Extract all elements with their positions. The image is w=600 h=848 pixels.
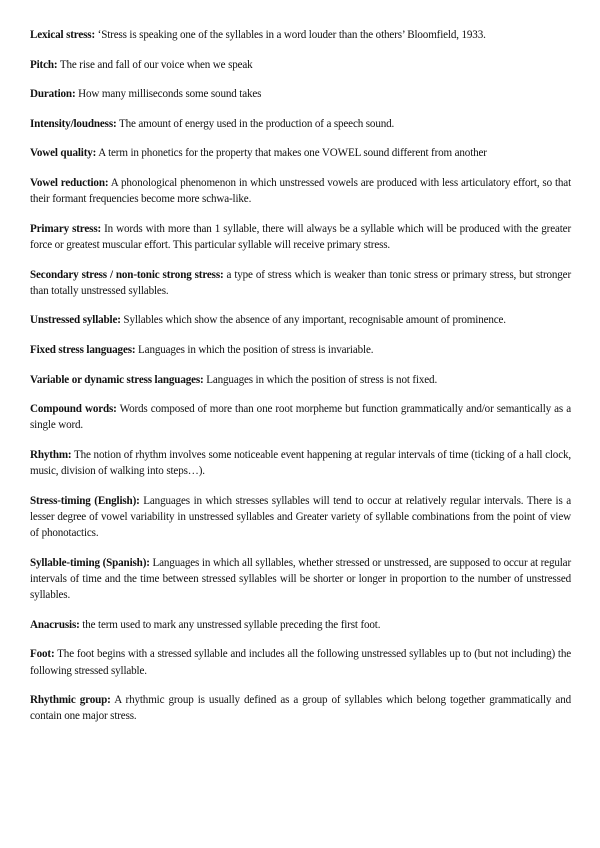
entry-duration — [30, 86, 571, 102]
definition-text: The amount of energy used in the production of a speech sound. — [116, 117, 395, 130]
term-label: Variable or dynamic stress languages: — [30, 373, 204, 386]
definition-text: Languages in which the position of stress is not fixed. — [203, 373, 438, 386]
term-label: Pitch: — [30, 58, 58, 71]
definition-text: A phonological phenomenon in which unstressed vowels are produced with less articulatory effort, so that their formant frequencies become more schwa-like. — [30, 176, 571, 206]
term-label: Intensity/loudness: — [30, 117, 117, 130]
term-label: Syllable-timing (Spanish): — [30, 556, 150, 569]
entry-foot — [30, 646, 571, 678]
term-label: Vowel quality: — [30, 147, 97, 160]
term-label: Stress-timing (English): — [30, 494, 140, 507]
definition-text: a type of stress which is weaker than tonic stress or primary stress, but stronger than totally unstressed syllables. — [30, 268, 571, 297]
term-label: Unstressed syllable: — [30, 314, 121, 327]
definition-text: A rhythmic group is usually defined as a group of syllables which belong together grammatically and contain one major stress. — [30, 694, 571, 723]
definition-text: In words with more than 1 syllable, there will always be a syllable which will be produced with the greater force or greatest muscular effort. This particular syllable will receive primary stress. — [30, 222, 571, 251]
definition-text: Words composed of more than one root morpheme but function grammatically and/or semantically as a single word. — [30, 403, 572, 432]
entry-syllable-timing — [30, 555, 571, 604]
entry-vowel-quality — [30, 145, 571, 161]
definition-text: How many milliseconds some sound takes — [75, 88, 262, 101]
term-label: Fixed stress languages: — [30, 343, 136, 356]
entry-vowel-reduction — [30, 175, 571, 207]
entry-rhythm — [30, 447, 571, 479]
entry-anacrusis — [30, 617, 571, 633]
term-label: Rhythm: — [30, 448, 72, 461]
definition-text: the term used to mark any unstressed syllable preceding the first foot. — [79, 618, 381, 631]
term-label: Foot: — [30, 648, 55, 661]
definition-text: Languages in which stresses syllables will tend to occur at relatively regular intervals. There is a lesser degree of vowel variability in unstressed syllables and Greater variety of syllable combinations from the point of view of phonotactics. — [30, 494, 571, 540]
entry-intensity-loudness — [30, 116, 571, 132]
definition-text: Languages in which the position of stress is invariable. — [135, 343, 374, 356]
entry-unstressed-syllable — [30, 312, 571, 328]
term-label: Compound words: — [30, 403, 117, 416]
entry-pitch — [30, 57, 571, 73]
term-label: Duration: — [30, 88, 76, 101]
glossary-page — [30, 27, 571, 738]
term-label: Vowel reduction: — [30, 176, 109, 189]
term-label: Secondary stress / non-tonic strong stress: — [30, 268, 224, 281]
term-label: Rhythmic group: — [30, 694, 111, 707]
term-label: Anacrusis: — [30, 618, 80, 631]
entry-secondary-stress — [30, 267, 571, 299]
entry-rhythmic-group — [30, 692, 571, 724]
definition-text: The foot begins with a stressed syllable and includes all the following unstressed syllables up to (but not including) the following stressed syllable. — [30, 648, 571, 677]
entry-fixed-stress-languages — [30, 342, 571, 358]
entry-stress-timing — [30, 493, 571, 542]
definition-text: ‘Stress is speaking one of the syllables in a word louder than the others’ Bloomfield, 1933. — [95, 29, 486, 41]
definition-text: A term in phonetics for the property that makes one VOWEL sound different from another — [96, 147, 487, 160]
definition-text: The notion of rhythm involves some noticeable event happening at regular intervals of time (ticking of a hall clock, music, division of walking into steps…). — [30, 448, 571, 478]
entry-compound-words — [30, 401, 571, 433]
definition-text: Languages in which all syllables, whether stressed or unstressed, are supposed to occur at regular intervals of time and the time between stressed syllables will be shorter or longer in proportion to the number of unstressed syllables. — [30, 556, 571, 602]
definition-text: The rise and fall of our voice when we speak — [57, 58, 253, 71]
entry-variable-stress-languages — [30, 372, 571, 388]
term-label: Primary stress: — [30, 222, 102, 235]
entry-primary-stress — [30, 221, 571, 253]
entry-lexical-stress — [30, 27, 571, 43]
definition-text: Syllables which show the absence of any important, recognisable amount of prominence. — [120, 314, 506, 327]
term-label: Lexical stress: — [30, 29, 96, 41]
